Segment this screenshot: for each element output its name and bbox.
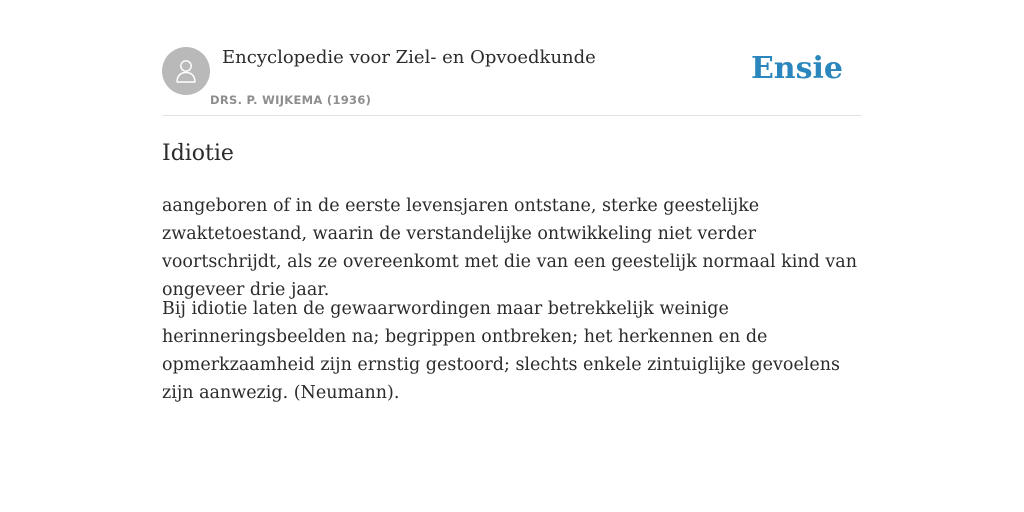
user-icon	[172, 57, 200, 85]
source-header	[162, 0, 862, 116]
source-title[interactable]: Encyclopedie voor Ziel- en Opvoedkunde	[222, 47, 596, 68]
author-avatar[interactable]	[162, 47, 210, 95]
author-name[interactable]: DRS. P. WIJKEMA (1936)	[210, 93, 372, 107]
article-container	[162, 0, 862, 403]
description-paragraph: Bij idiotie laten de gewaarwordingen maar betrekkelijk weinige herinneringsbeelden na; begrippen ontbreken; het herkennen en de opmerkzaamheid zijn ernstig gestoord; slechts enkele zintuiglijke gevoelens zijn aanwezig. (Neumann).	[162, 299, 841, 403]
definition-paragraph: aangeboren of in de eerste levensjaren ontstane, sterke geestelijke zwaktetoestand, waarin de verstandelijke ontwikkeling niet verder voortschrijdt, als ze overeenkomt met die van een geestelijk normaal kind van ongeveer drie jaar.	[162, 196, 857, 300]
ensie-logo-link[interactable]: Ensie	[750, 51, 843, 86]
entry-title: Idiotie	[162, 141, 234, 166]
